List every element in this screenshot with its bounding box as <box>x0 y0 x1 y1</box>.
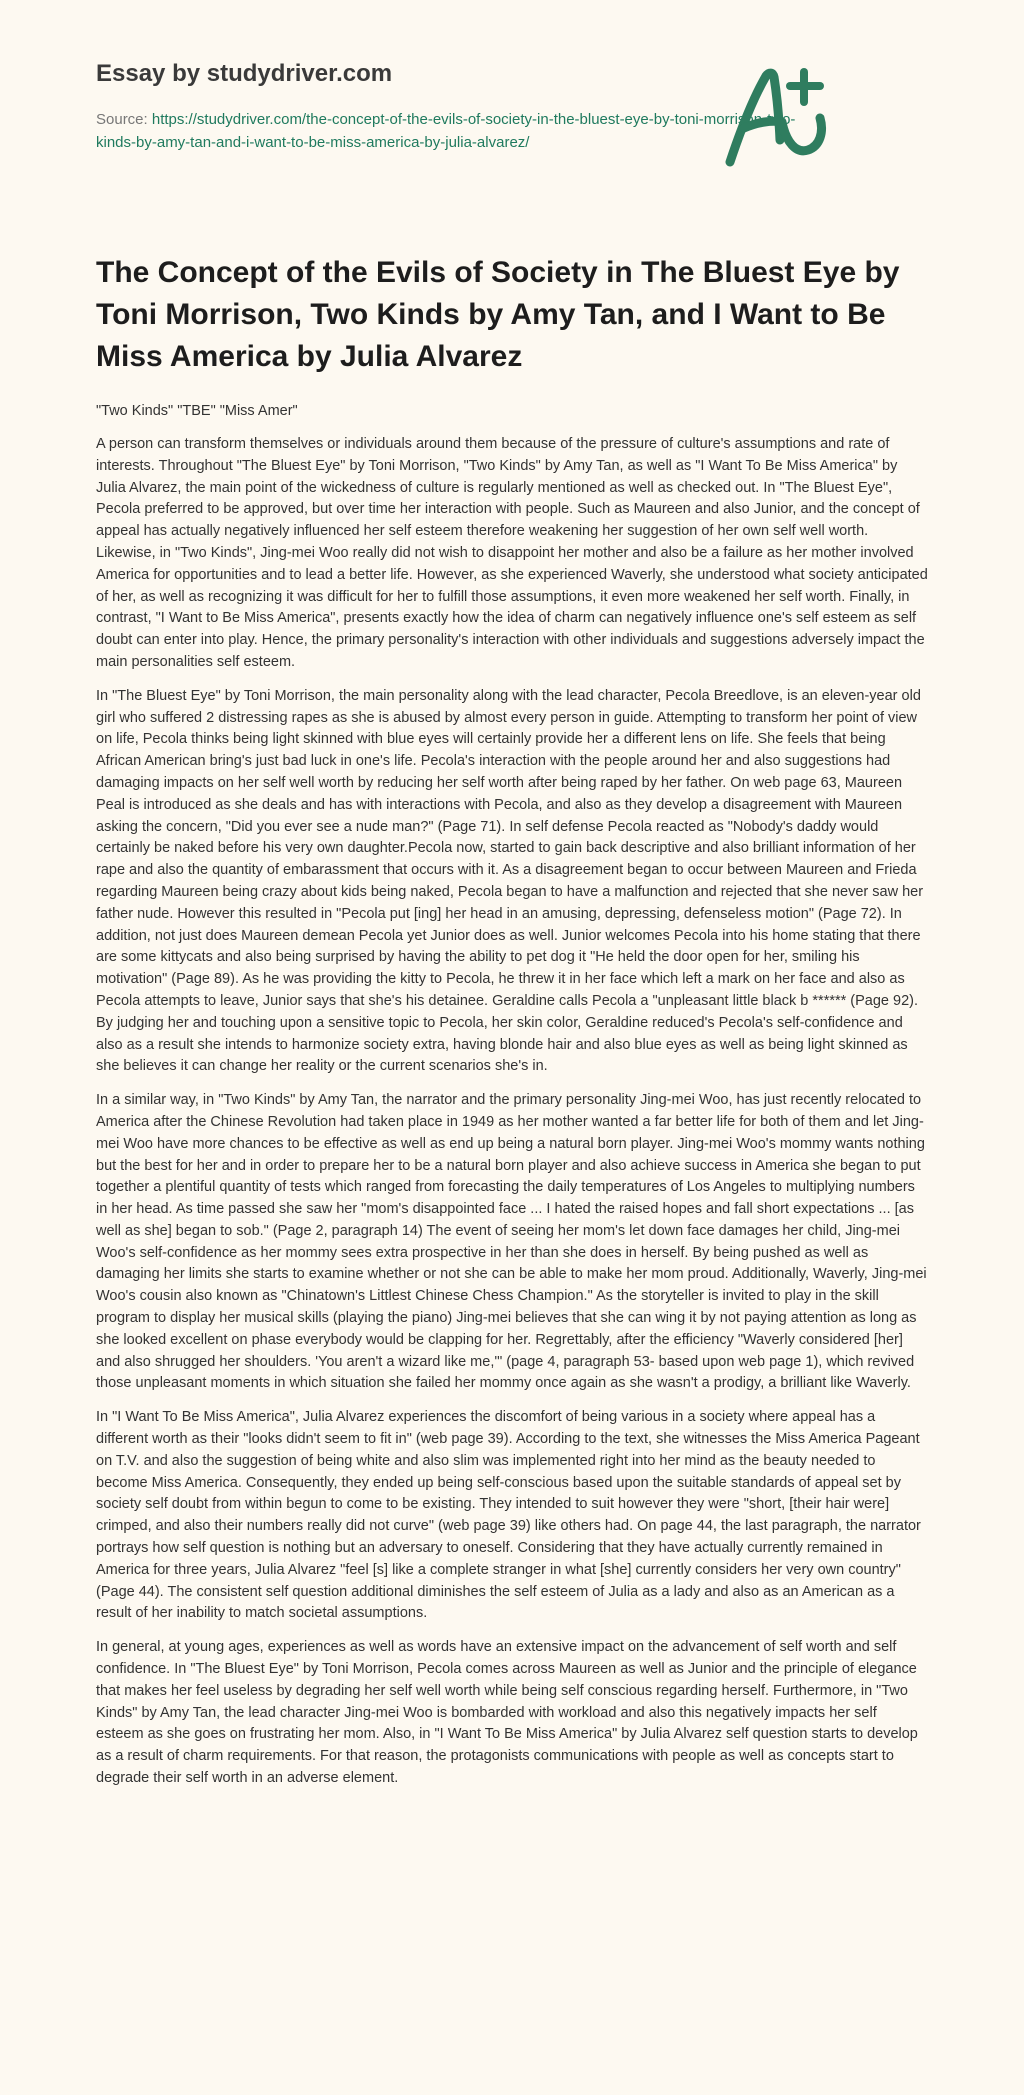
paragraph-5: In general, at young ages, experiences as well as words have an extensive impact on the advancement of self worth and self confidence. In "The Bluest Eye" by Toni Morrison, Pecola comes across Maureen as well as Junior and the principle of elegance that makes her feel useless by degrading her self well worth while being self conscious regarding herself. Furthermore, in "Two Kinds" by Amy Tan, the lead character Jing-mei Woo is bombarded with workload and also this negatively impacts her self esteem as she goes on frustrating her mom. Also, in "I Want To Be Miss America" by Julia Alvarez self question starts to develop as a result of charm requirements. For that reason, the protagonists communications with people as well as concepts start to degrade their self worth in an adverse element. <box>96 1639 918 1787</box>
paragraph-2: In "The Bluest Eye" by Toni Morrison, the main personality along with the lead character, Pecola Breedlove, is an eleven-year old girl who suffered 2 distressing rapes as she is abused by almost every person in guide. Attempting to transform her point of view on life, Pecola thinks being light skinned with blue eyes will certainly provide her a different lens on life. She feels that being African American bring's just bad luck in one's life. Pecola's interaction with the people around her and also suggestions had damaging impacts on her self well worth by reducing her self worth after being raped by her father. On web page 63, Maureen Peal is introduced as she deals and has with interactions with Pecola, and also as they develop a disagreement with Maureen asking the concern, "Did you ever see a nude man?" (Page 71). In self defense Pecola reacted as "Nobody's daddy would certainly be naked before his very own daughter.Pecola now, started to gain back descriptive and also brilliant information of her rape and also the quantity of embarassment that occurs with it. As a disagreement began to occur between Maureen and Frieda regarding Maureen being crazy about kids being naked, Pecola began to have a malfunction and rejected that she never saw her father nude. However this resulted in "Pecola put [ing] her head in an amusing, depressing, defenseless motion" (Page 72). In addition, not just does Maureen demean Pecola yet Junior does as well. Junior welcomes Pecola into his home stating that there are some kittycats and also being surprised by having the ability to pet dog it "He held the door open for her, smiling his motivation" (Page 89). As he was providing the kitty to Pecola, he threw it in her face which left a mark on her face and also as Pecola attempts to leave, Junior says that she's his detainee. Geraldine calls Pecola a "unpleasant little black b ****** (Page 92). By judging her and touching upon a sensitive topic to Pecola, her skin color, Geraldine reduced's Pecola's self-confidence and also as a result she intends to harmonize society extra, having blonde hair and also blue eyes as well as being light skinned as she believes it can change her reality or the current scenarios she's in. <box>96 687 924 1075</box>
paragraph-4: In "I Want To Be Miss America", Julia Alvarez experiences the discomfort of being various in a society where appeal has a different worth as their "looks didn't seem to fit in" (web page 39). According to the text, she witnesses the Miss America Pageant on T.V. and also the suggestion of being white and also slim was implemented right into her mind as the beauty needed to become Miss America. Consequently, they ended up being self-conscious based upon the suitable standards of appeal set by society self doubt from within begun to come to be existing. They intended to suit however they were "short, [their hair were] crimped, and also their numbers really did not curve" (web page 39) like others had. On page 44, the last paragraph, the narrator portrays how self question is nothing but an adversary to oneself. Considering that they have actually currently remained in America for three years, Julia Alvarez "feel [s] like a complete stranger in what [she] currently considers her very own country" (Page 44). The consistent self question additional diminishes the self esteem of Julia as a lady and also as an American as a result of her inability to match societal assumptions. <box>96 1409 921 1622</box>
source-label: Source: <box>96 111 152 128</box>
page-header <box>96 0 928 200</box>
source-line <box>96 108 796 154</box>
paragraph-1: A person can transform themselves or individuals around them because of the pressure of culture's assumptions and rate of interests. Throughout "The Bluest Eye" by Toni Morrison, "Two Kinds" by Amy Tan, as well as "I Want To Be Miss America" by Julia Alvarez, the main point of the wickedness of culture is regularly mentioned as well as checked out. In "The Bluest Eye", Pecola preferred to be approved, but over time her interaction with people. Such as Maureen and also Junior, and the concept of appeal has actually negatively influenced her self esteem therefore weakening her suggestion of her own self well worth. Likewise, in "Two Kinds", Jing-mei Woo really did not wish to disappoint her mother and also be a failure as her mother involved America for opportunities and to lead a better life. However, as she experienced Waverly, she understood what society anticipated of her, as well as recognizing it was difficult for her to fulfill those assumptions, it even more weakened her self worth. Finally, in contrast, "I Want to Be Miss America", presents exactly how the idea of charm can negatively influence one's self esteem as self doubt can enter into play. Hence, the primary personality's interaction with other individuals and suggestions adversely impact the main personalities self esteem. <box>96 436 928 670</box>
paragraph-3: In a similar way, in "Two Kinds" by Amy Tan, the narrator and the primary personality Jing-mei Woo, has just recently relocated to America after the Chinese Revolution had taken place in 1949 as her mother wanted a far better life for both of them and let Jing-mei Woo have more chances to be effective as well as end up being a natural born player. Jing-mei Woo's mommy wants nothing but the best for her and in order to prepare her to be a natural born player and also achieve success in America she began to put together a plentiful quantity of tests which ranged from forecasting the daily temperatures of Los Angeles to multiplying numbers in her head. As time passed she saw her "mom's disappointed face ... I hated the raised hopes and fall short expectations ... [as well as she] began to sob." (Page 2, paragraph 14) The event of seeing her mom's let down face damages her child, Jing-mei Woo's self-confidence as her mommy sees extra prospective in her than she does in herself. By being pushed as well as damaging her limits she starts to examine whether or not she can be able to make her mom proud. Additionally, Waverly, Jing-mei Woo's cousin also known as "Chinatown's Littlest Chinese Chess Champion." As the storyteller is invited to play in the skill program to display her musical skills (playing the piano) Jing-mei believes that she can wing it by not paying attention as long as she looked excellent on phase everybody would be clapping for her. Regrettably, after the efficiency "Waverly considered [her] and also shrugged her shoulders. 'You aren't a wizard like me,'" (page 4, paragraph 53- based upon web page 1), which revived those unpleasant moments in which situation she failed her mommy once again as she wasn't a prodigy, a brilliant like Waverly. <box>96 1092 927 1392</box>
article-subhead: "Two Kinds" "TBE" "Miss Amer" <box>96 403 298 419</box>
article-title: The Concept of the Evils of Society in The Bluest Eye by Toni Morrison, Two Kinds by Amy Tan, and I Want to Be Miss America by Julia Alvarez <box>96 256 900 373</box>
brand-title: Essay by studydriver.com <box>96 60 393 87</box>
source-link[interactable]: https://studydriver.com/the-concept-of-the-evils-of-society-in-the-bluest-eye-by-toni-morrison-two-kinds-by-amy-tan-and-i-want-to-be-miss-america-by-julia-alvarez/ <box>96 111 796 151</box>
a-plus-logo-icon <box>722 62 832 172</box>
